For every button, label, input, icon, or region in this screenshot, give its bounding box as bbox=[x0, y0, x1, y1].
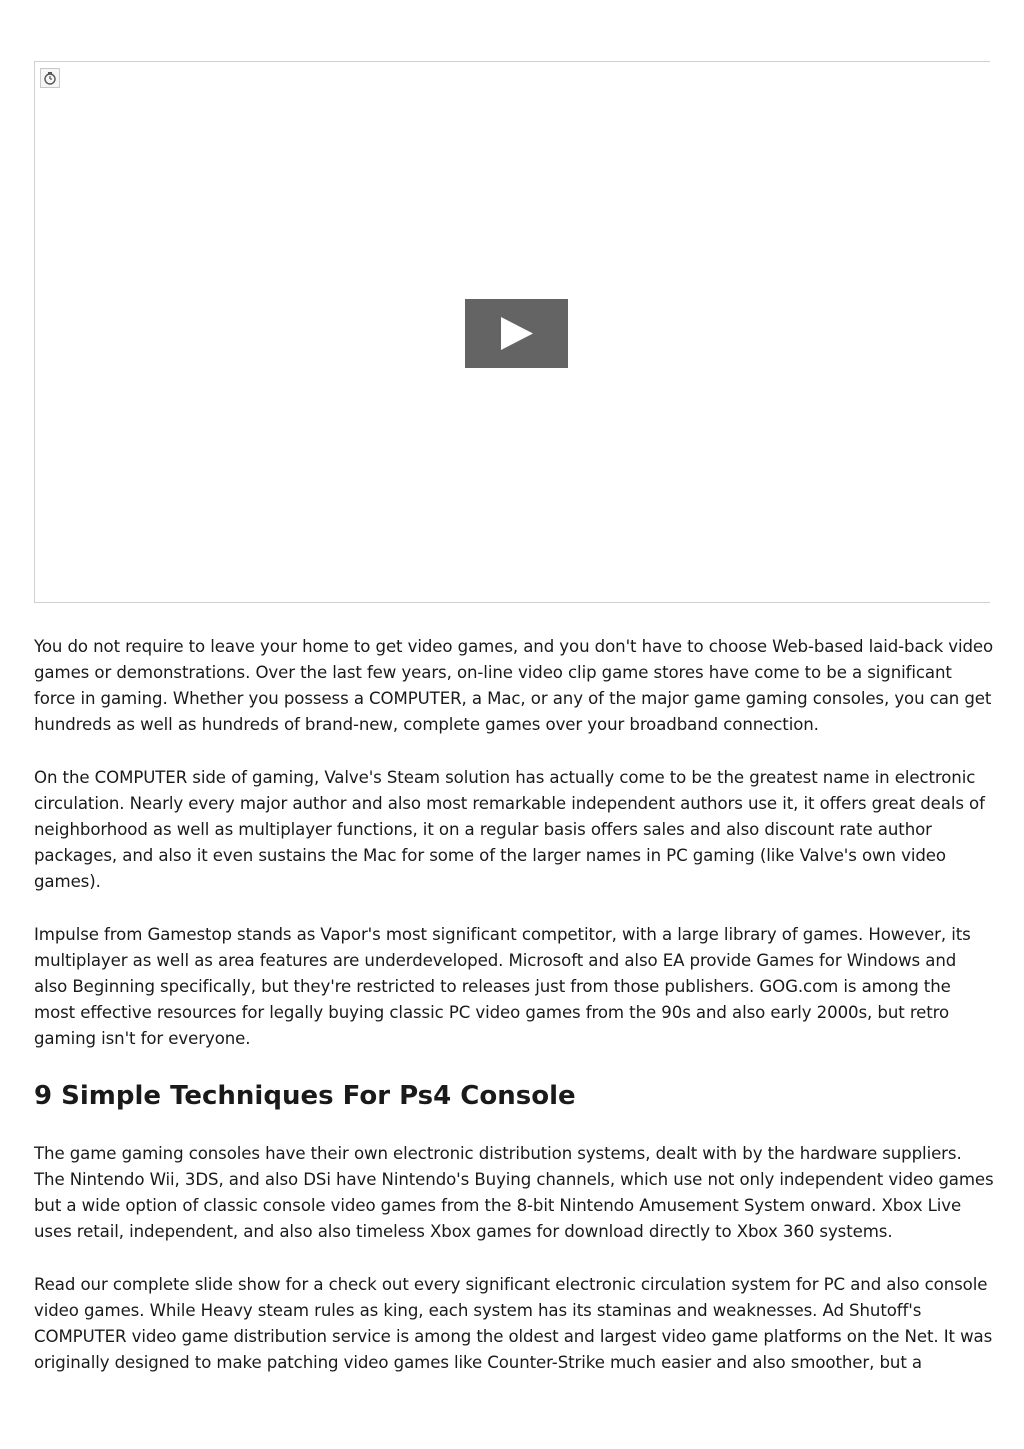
video-embed[interactable] bbox=[34, 61, 990, 603]
paragraph-3: Impulse from Gamestop stands as Vapor's most significant competitor, with a large library of games. However, its multiplayer as well as area features are underdeveloped. Microsoft and also EA provide Games for Windows and also Beginning specifically, but they're restricted to releases just from those publishers. GOG.com is among the most effective resources for legally buying classic PC video games from the 90s and also early 2000s, but retro gaming isn't for everyone. bbox=[34, 925, 971, 1048]
paragraph-2: On the COMPUTER side of gaming, Valve's Steam solution has actually come to be the greatest name in electronic circulation. Nearly every major author and also most remarkable independent authors use it, it offers great deals of neighborhood as well as multiplayer functions, it on a regular basis offers sales and also discount rate author packages, and also it even sustains the Mac for some of the larger names in PC gaming (like Valve's own video games). bbox=[34, 768, 985, 891]
broken-image-icon bbox=[40, 68, 60, 88]
play-button[interactable] bbox=[465, 299, 568, 368]
paragraph-5: Read our complete slide show for a check out every significant electronic circulation system for PC and also console video games. While Heavy steam rules as king, each system has its staminas and weaknesses. Ad Shutoff's COMPUTER video game distribution service is among the oldest and largest video game platforms on the Net. It was originally designed to make patching video games like Counter-Strike much easier and also smoother, but a bbox=[34, 1275, 993, 1372]
play-icon bbox=[501, 317, 533, 350]
paragraph-1: You do not require to leave your home to get video games, and you don't have to choose Web-based laid-back video games or demonstrations. Over the last few years, on-line video clip game stores have come to be a significant force in gaming. Whether you possess a COMPUTER, a Mac, or any of the major game gaming consoles, you can get hundreds as well as hundreds of brand-new, complete games over your broadband connection. bbox=[34, 637, 994, 734]
article-body bbox=[34, 634, 994, 1403]
section-heading: 9 Simple Techniques For Ps4 Console bbox=[34, 1081, 576, 1111]
paragraph-4: The game gaming consoles have their own electronic distribution systems, dealt with by the hardware suppliers. The Nintendo Wii, 3DS, and also DSi have Nintendo's Buying channels, which use not only independent video games but a wide option of classic console video games from the 8-bit Nintendo Amusement System onward. Xbox Live uses retail, independent, and also also timeless Xbox games for download directly to Xbox 360 systems. bbox=[34, 1144, 994, 1241]
